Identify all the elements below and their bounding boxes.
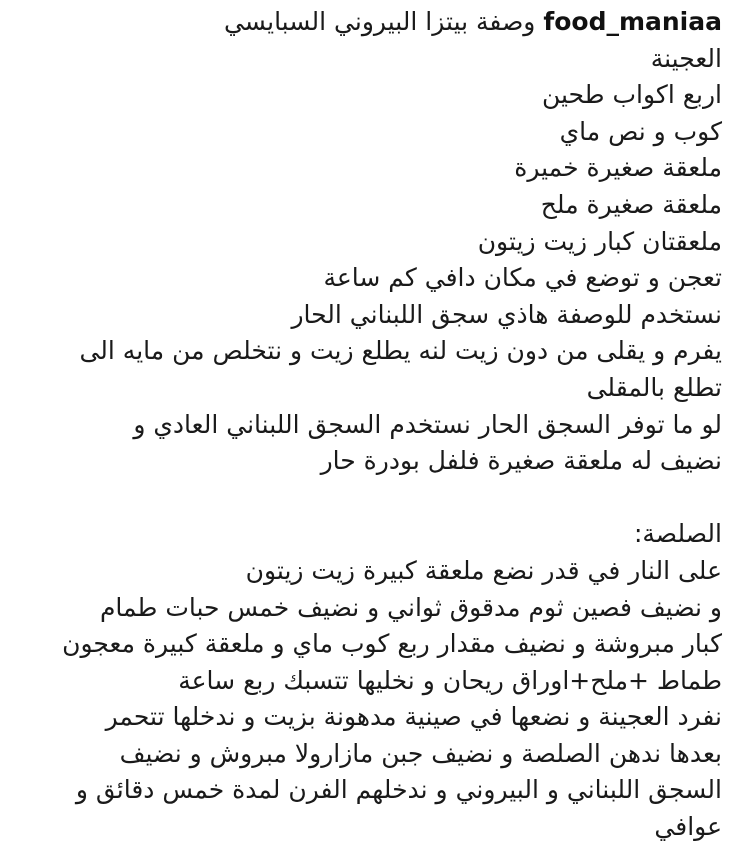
- sauce-line: على النار في قدر نضع ملعقة كبيرة زيت زيتون: [245, 555, 722, 585]
- sauce-line: نفرد العجينة و نضعها في صينية مدهونة بزيت و ندخلها تتحمر: [105, 702, 722, 732]
- dough-line: نستخدم للوصفة هاذي سجق اللبناني الحار: [291, 299, 722, 329]
- paragraph-break: [22, 480, 722, 517]
- dough-line: تعجن و توضع في مكان دافي كم ساعة: [323, 263, 722, 293]
- dough-line: ملعقة صغيرة ملح: [540, 189, 722, 219]
- sauce-line: عوافي: [654, 812, 722, 842]
- sauce-line: و نضيف فصين ثوم مدقوق ثواني و نضيف خمس حبات طمام: [99, 592, 722, 622]
- sauce-line: السجق اللبناني و البيروني و ندخلهم الفرن لمدة خمس دقائق و: [75, 775, 722, 805]
- dough-line: اربع اكواب طحين: [541, 80, 722, 110]
- caption-title-line: [22, 4, 722, 41]
- dough-line: تطلع بالمقلى: [586, 372, 722, 402]
- sauce-line: بعدها ندهن الصلصة و نضيف جبن مازارولا مبروش و نضيف: [119, 738, 722, 768]
- dough-line: ملعقة صغيرة خميرة: [514, 153, 722, 183]
- sauce-line: طماط +ملح+اوراق ريحان و نخليها تتسبك ربع ساعة: [178, 665, 722, 695]
- sauce-line: كبار مبروشة و نضيف مقدار ربع كوب ماي و ملعقة كبيرة معجون: [62, 629, 722, 659]
- dough-line: لو ما توفر السجق الحار نستخدم السجق اللبناني العادي و: [133, 409, 722, 439]
- recipe-title: وصفة بيتزا البيروني السبايسي: [223, 7, 536, 36]
- dough-line: يفرم و يقلى من دون زيت لنه يطلع زيت و نتخلص من مايه الى: [79, 336, 722, 366]
- dough-line: ملعقتان كبار زيت زيتون: [477, 226, 722, 256]
- recipe-caption: [22, 4, 722, 846]
- dough-line: نضيف له ملعقة صغيرة فلفل بودرة حار: [320, 446, 722, 476]
- dough-line: كوب و نص ماي: [559, 116, 722, 146]
- username-link[interactable]: food_maniaa: [543, 7, 722, 36]
- dough-heading: العجينة: [650, 43, 722, 73]
- sauce-heading: الصلصة:: [633, 519, 722, 549]
